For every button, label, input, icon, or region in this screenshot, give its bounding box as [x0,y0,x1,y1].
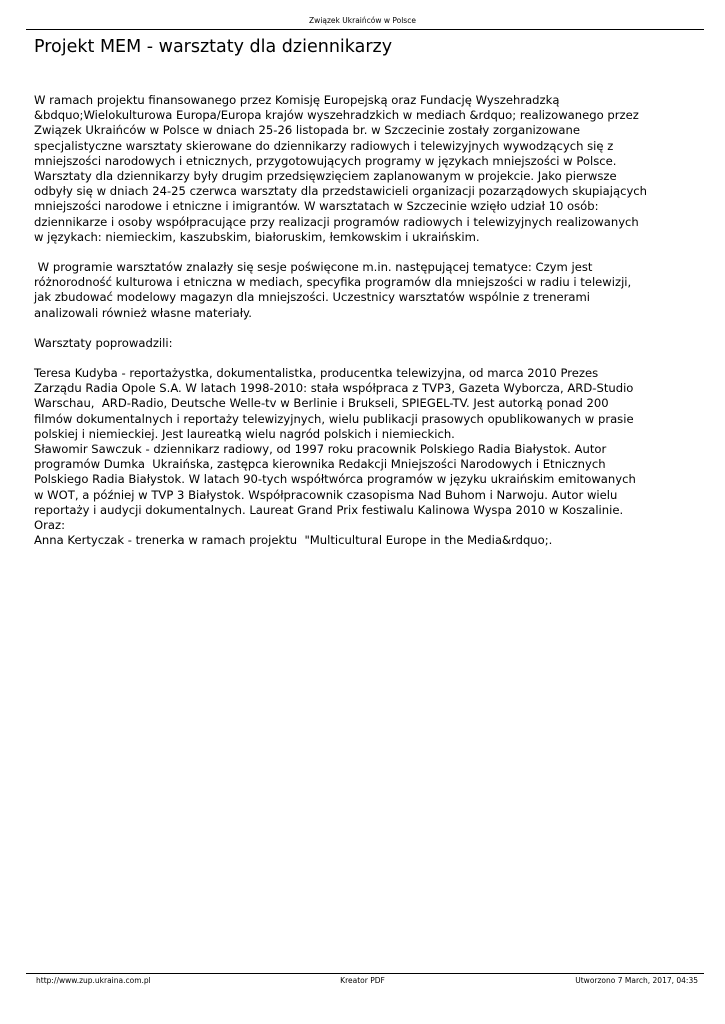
text-line: Teresa Kudyba - reportażystka, dokumentalistka, producentka telewizyjna, od marca 2010 Prezes [34,366,599,381]
article-paragraph-intro [34,93,694,245]
text-line: Anna Kertyczak - trenerka w ramach projektu "Multicultural Europe in the Media&rdquo;. [34,533,553,548]
article-paragraph-program [34,260,694,321]
text-line: mniejszości narodowych i etnicznych, przygotowujących programy w językach mniejszości w Polsce. [34,153,617,168]
text-line: Oraz: [34,518,65,533]
text-line: &bdquo;Wielokulturowa Europa/Europa krajów wyszehradzkich w mediach &rdquo; realizowanego przez [34,108,639,123]
text-line: programów Dumka Ukraińska, zastępca kierownika Redakcji Mniejszości Narodowych i Etnicznych [34,457,606,472]
header-divider [26,29,704,30]
article-body [34,93,694,548]
text-line: Zarządu Radia Opole S.A. W latach 1998-2010: stała współpraca z TVP3, Gazeta Wyborcza, ARD-Studio [34,381,634,396]
text-line: Sławomir Sawczuk - dziennikarz radiowy, od 1997 roku pracownik Polskiego Radia Białystok. Autor [34,442,607,457]
text-line: W ramach projektu finansowanego przez Komisję Europejską oraz Fundację Wyszehradzką [34,93,560,107]
text-line: Polskiego Radia Białystok. W latach 90-tych współtwórca programów w języku ukraińskim emitowanych [34,472,636,487]
text-line: w językach: niemieckim, kaszubskim, białoruskim, łemkowskim i ukraińskim. [34,229,480,244]
text-line: Warsztaty dla dziennikarzy były drugim przedsięwzięciem zaplanowanym w projekcie. Jako pierwsze [34,169,617,184]
text-line: Związek Ukraińców w Polsce w dniach 25-26 listopada br. w Szczecinie zostały zorganizowane [34,123,581,138]
text-line: polskiej i niemieckiej. Jest laureatką wielu nagród polskich i niemieckich. [34,426,455,441]
footer-created-timestamp: Utworzono 7 March, 2017, 04:35 [575,976,698,985]
text-line: jak zbudować modelowy magazyn dla mniejszości. Uczestnicy warsztatów wspólnie z trenerami [34,290,590,305]
paragraph-spacer [34,245,694,260]
text-line: filmów dokumentalnych i reportaży telewizyjnych, wielu publikacji prasowych opublikowanych w prasie [34,411,634,426]
text-line: W programie warsztatów znalazły się sesje poświęcone m.in. następującej tematyce: Czym jest [34,260,593,275]
footer-url-link[interactable]: http://www.zup.ukraina.com.pl [36,976,151,985]
text-line: reportaży i audycji dokumentalnych. Laureat Grand Prix festiwalu Kalinowa Wyspa 2010 w Koszalinie. [34,502,624,517]
page-header-organization: Związek Ukraińców w Polsce [309,16,416,25]
text-line: odbyły się w dniach 24-25 czerwca warsztaty dla przedstawicieli organizacji pozarządowych skupiających [34,184,648,199]
text-line: dziennikarze i osoby współpracujące przy realizacji programów radiowych i telewizyjnych realizowanych [34,214,639,229]
text-line: specjalistyczne warsztaty skierowane do dziennikarzy radiowych i telewizyjnych wywodzących się z [34,138,614,153]
footer-divider [26,973,704,974]
text-line: Warsztaty poprowadzili: [34,335,173,350]
article-paragraph-led-by [34,336,694,351]
text-line: Warschau, ARD-Radio, Deutsche Welle-tv w Berlinie i Brukseli, SPIEGEL-TV. Jest autorką ponad 200 [34,396,609,411]
footer-generator: Kreator PDF [340,976,385,985]
text-line: analizowali również własne materiały. [34,305,252,320]
article-title: Projekt MEM - warsztaty dla dziennikarzy [34,37,393,57]
article-paragraph-trainers [34,366,694,548]
text-line: w WOT, a później w TVP 3 Białystok. Współpracownik czasopisma Nad Buhom i Narwoju. Autor wielu [34,487,618,502]
paragraph-spacer [34,351,694,366]
paragraph-spacer [34,321,694,336]
text-line: różnorodność kulturowa i etniczna w mediach, specyfika programów dla mniejszości w radiu i telewizji, [34,275,632,290]
text-line: mniejszości narodowe i etniczne i imigrantów. W warsztatach w Szczecinie wzięło udział 10 osób: [34,199,599,214]
